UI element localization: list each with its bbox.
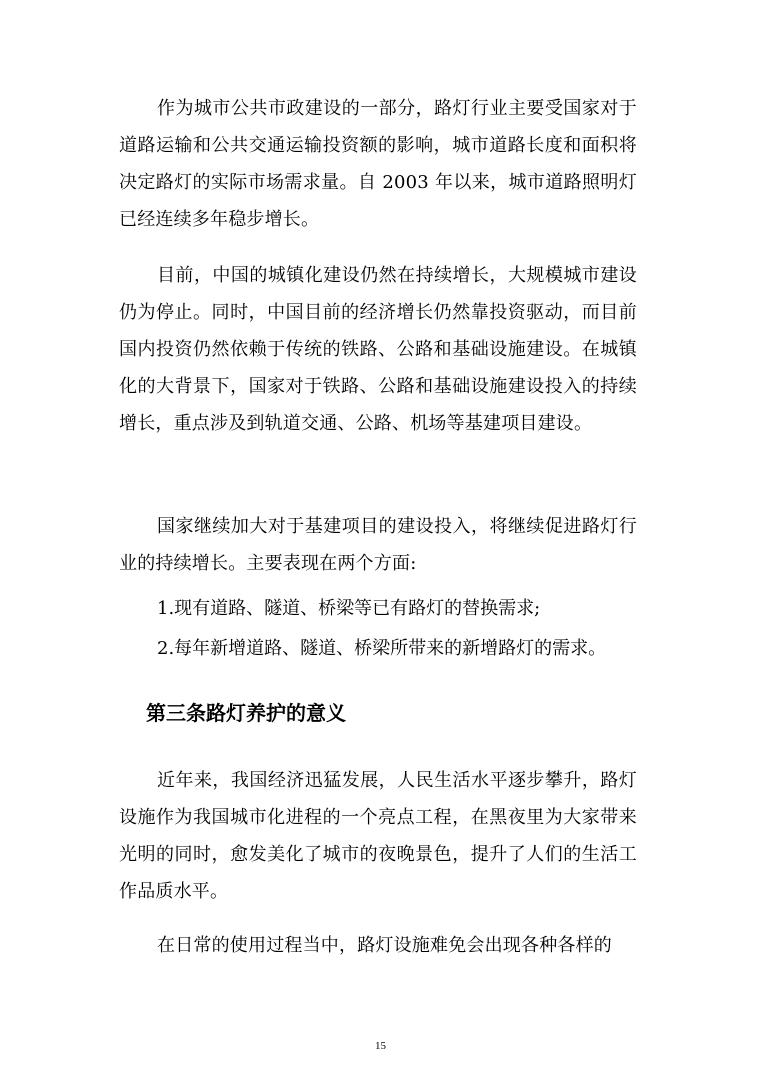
paragraph-infrastructure-investment: 国家继续加大对于基建项目的建设投入，将继续促进路灯行业的持续增长。主要表现在两个方面: xyxy=(119,516,637,574)
section-heading: 第三条路灯养护的意义 xyxy=(146,701,346,725)
paragraph-significance: 近年来，我国经济迅猛发展，人民生活水平逐步攀升，路灯设施作为我国城市化进程的一个亮点工程，在黑夜里为大家带来光明的同时，愈发美化了城市的夜晚景色，提升了人们的生活工作品质水平。 xyxy=(119,770,637,902)
page-number: 15 xyxy=(375,1040,386,1052)
paragraph-street-light-industry: 作为城市公共市政建设的一部分，路灯行业主要受国家对于道路运输和公共交通运输投资额的影响，城市道路长度和面积将决定路灯的实际市场需求量。自 2003 年以来，城市道路照明灯已经连续多年稳步增长。 xyxy=(119,98,637,230)
list-item-replacement-demand: 1.现有道路、隧道、桥梁等已有路灯的替换需求; xyxy=(157,598,541,619)
paragraph-urbanization: 目前，中国的城镇化建设仍然在持续增长，大规模城市建设仍为停止。同时，中国目前的经济增长仍然靠投资驱动，而目前国内投资仍然依赖于传统的铁路、公路和基础设施建设。在城镇化的大背景下，国家对于铁路、公路和基础设施建设投入的持续增长，重点涉及到轨道交通、公路、机场等基建项目建设。 xyxy=(119,265,637,434)
list-item-new-demand: 2.每年新增道路、隧道、桥梁所带来的新增路灯的需求。 xyxy=(157,638,607,659)
paragraph-daily-use: 在日常的使用过程当中，路灯设施难免会出现各种各样的 xyxy=(157,935,612,956)
